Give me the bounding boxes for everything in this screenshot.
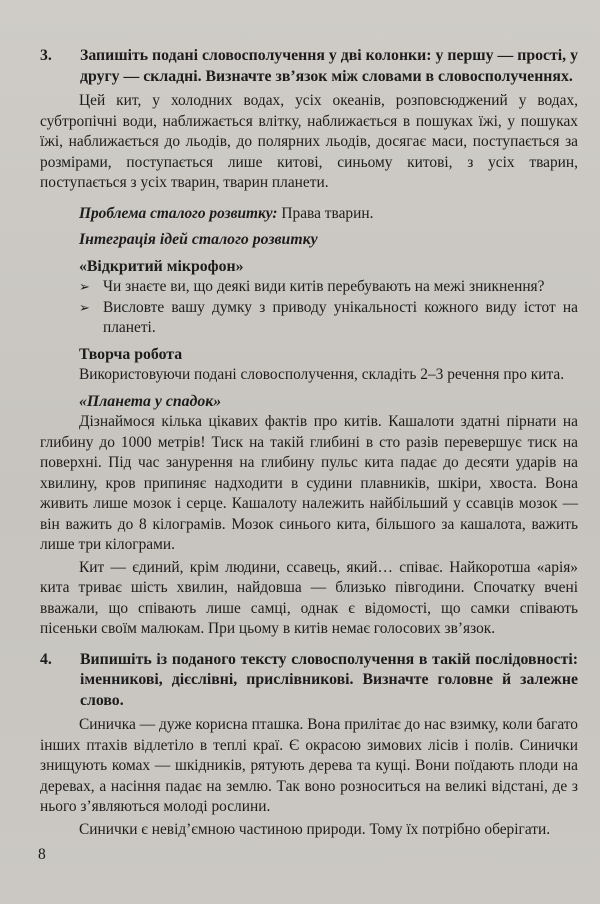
microphone-item-2: Висловте вашу думку з приводу унікальності кожного виду істот на планеті. [103,298,578,336]
microphone-heading: «Відкритий мікрофон» [79,257,244,275]
task-3-instruction: Запишіть подані словосполучення у дві колонки: у першу — прості, у другу — складні. Визначте зв’язок між словами в словосполученнях. [80,47,578,85]
task-4-instruction: Випишіть із поданого тексту словосполучення в такій послідовності: іменникові, дієслівні, прислівникові. Визначте головне й залежне слово. [80,650,578,709]
task-4-heading [40,650,578,712]
problem-line [40,204,578,225]
task-3-text: Цей кит, у холодних водах, усіх океанів, розповсюджений у водах, субтропічні води, наближається влітку, наближається в пошуках їжі, у пошуках їжі, наближається до льодів, до полярних льодів, досягає маси, поступається за розмірами, поступається лише китові, синьому китові, з усіх тварин, поступається з усіх тварин, тварин планети. [40,92,578,191]
legacy-heading: «Планета у спадок» [79,392,222,410]
page-content [40,46,578,840]
page-number: 8 [38,846,46,863]
problem-text: Права тварин. [277,204,374,222]
integration-heading: Інтеграція ідей сталого розвитку [79,231,318,248]
problem-label: Проблема сталого розвитку: [79,204,278,222]
task-4-paragraph-2: Синички є невід’ємною частиною природи. Тому їх потрібно оберігати. [79,820,551,838]
legacy-paragraph-2: Кит — єдиний, крім людини, ссавець, який… співає. Найкоротша «арія» кита триває шість хвилин, найдовша — близько півгодини. Спочатку вчені вважали, що співають лише самці, однак є відомості, що самки співають пісеньки своїм малюкам. При цьому в китів немає голосових зв’язок. [40,558,578,637]
task-4-paragraph-1: Синичка — дуже корисна пташка. Вона прилітає до нас взимку, коли багато інших птахів відлетіло в теплі краї. Є окрасою зимових лісів і полів. Синички знищують комах — шкідників, рятують дерева та кущі. Вони поїдають плоди на деревах, а насіння падає на землю. Так воно розноситься на великі відстані, де з нього з’являються молоді рослини. [40,716,578,815]
creative-heading: Творча робота [79,345,183,363]
arrow-bullet-icon: ➢ [79,279,90,294]
task-3-number: 3. [40,47,52,64]
creative-text: Використовуючи подані словосполучення, складіть 2–3 речення про кита. [79,366,565,383]
list-item [79,277,578,298]
arrow-bullet-icon: ➢ [79,299,90,315]
legacy-paragraph-1: Дізнаймося кілька цікавих фактів про китів. Кашалоти здатні пірнати на глибину до 1000 метрів! Тиск на такій глибині в сто разів перевершує тиск на поверхні. Під час занурення на глибину пульс кита падає до десяти ударів на хвилину, кров припиняє надходити в судини плавників, шкіри, хвоста. Вона живить лише мозок і серце. Кашалоту належить найбільший у ссавців мозок — він важить до 8 кілограмів. Мозок синього кита, більшого за кашалота, важить лише три кілограми. [40,413,578,553]
list-item [79,298,578,339]
task-3-heading [40,46,578,87]
microphone-item-1: Чи знаєте ви, що деякі види китів перебувають на межі зникнення? [103,278,545,295]
task-4-number: 4. [40,650,52,668]
